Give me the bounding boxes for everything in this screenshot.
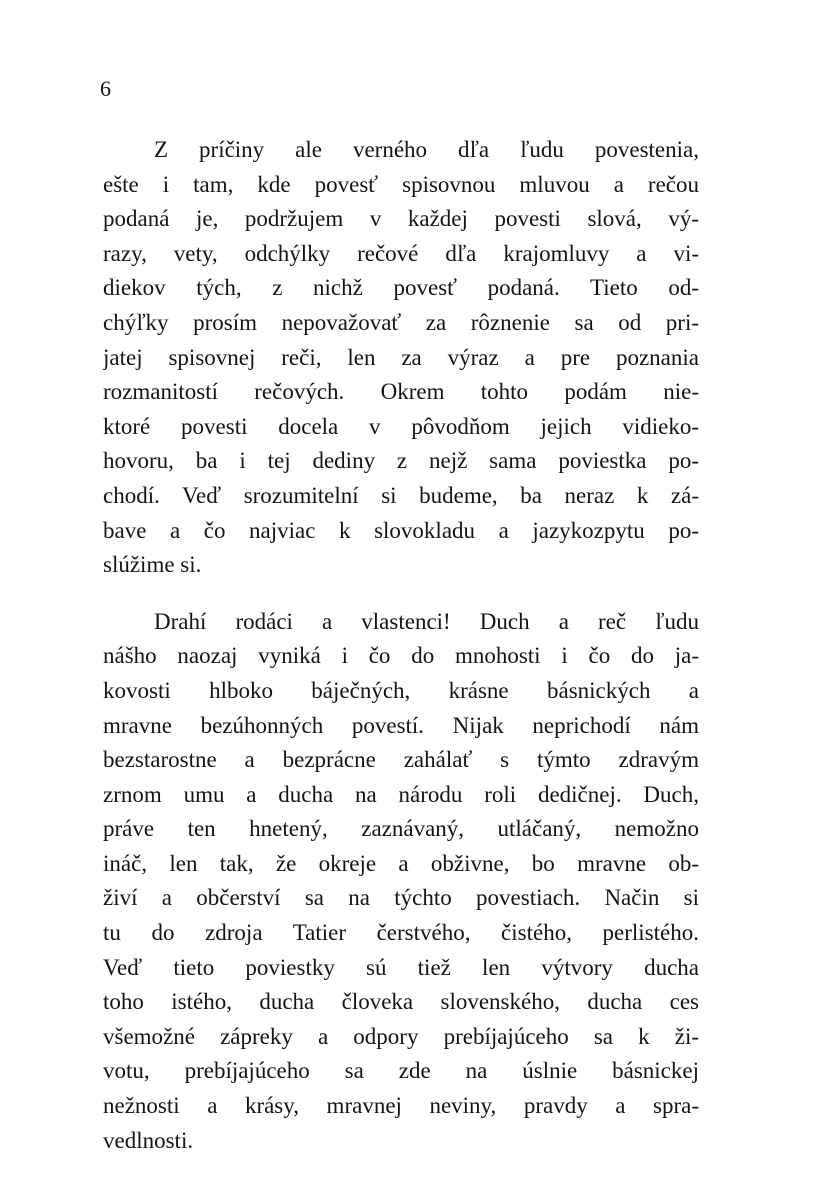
text-line: Veď tieto poviestky sú tiež len výtvory ducha bbox=[103, 954, 699, 980]
text-line: nášho naozaj vyniká i čo do mnohosti i čo do ja- bbox=[103, 643, 699, 669]
body-text bbox=[103, 133, 699, 1158]
text-line: bave a čo najviac k slovokladu a jazykozpytu po- bbox=[103, 517, 699, 543]
paragraph-1 bbox=[103, 133, 699, 583]
text-line: rozmanitostí rečových. Okrem tohto podám nie- bbox=[103, 379, 699, 405]
text-line: hovoru, ba i tej dediny z nejž sama poviestka po- bbox=[103, 448, 699, 474]
text-line: kovosti hlboko báječných, krásne básnických a bbox=[103, 677, 699, 703]
text-line: Drahí rodáci a vlastenci! Duch a reč ľudu bbox=[154, 608, 699, 634]
text-line: razy, vety, odchýlky rečové dľa krajomluvy a vi- bbox=[103, 240, 699, 266]
text-line: tu do zdroja Tatier čerstvého, čistého, perlistého. bbox=[103, 920, 699, 946]
text-line: živí a občerství sa na týchto povestiach. Način si bbox=[103, 885, 699, 911]
text-line: nežnosti a krásy, mravnej neviny, pravdy a spra- bbox=[103, 1093, 699, 1119]
page-number: 6 bbox=[100, 76, 111, 101]
text-line: práve ten hnetený, zaznávaný, utláčaný, nemožno bbox=[103, 816, 699, 842]
text-line: všemožné zápreky a odpory prebíjajúceho sa k ži- bbox=[103, 1023, 699, 1049]
paragraph-2 bbox=[103, 605, 699, 1159]
text-line: chýľky prosím nepovažovať za rôznenie sa od pri- bbox=[103, 309, 699, 335]
text-line: chodí. Veď srozumitelní si budeme, ba neraz k zá- bbox=[103, 482, 699, 508]
text-line: votu, prebíjajúceho sa zde na úslnie básnickej bbox=[103, 1058, 699, 1084]
text-line: ktoré povesti docela v pôvodňom jejich vidieko- bbox=[103, 413, 699, 439]
text-line: ináč, len tak, že okreje a obživne, bo mravne ob- bbox=[103, 850, 699, 876]
text-line: ešte i tam, kde povesť spisovnou mluvou a rečou bbox=[103, 171, 699, 197]
text-line: Z príčiny ale verného dľa ľudu povestenia, bbox=[154, 137, 699, 162]
text-line: mravne bezúhonných povestí. Nijak neprichodí nám bbox=[103, 712, 699, 738]
text-line: bezstarostne a bezprácne zahálať s týmto zdravým bbox=[103, 747, 699, 773]
text-line: vedlnosti. bbox=[103, 1127, 194, 1153]
text-line: zrnom umu a ducha na národu roli dedičnej. Duch, bbox=[103, 781, 699, 807]
text-line: toho istého, ducha človeka slovenského, ducha ces bbox=[103, 989, 699, 1015]
text-line: diekov tých, z nichž povesť podaná. Tieto od- bbox=[103, 275, 699, 301]
text-line: jatej spisovnej reči, len za výraz a pre poznania bbox=[103, 344, 699, 370]
text-line: podaná je, podržujem v každej povesti slová, vý- bbox=[103, 206, 699, 232]
text-line: slúžime si. bbox=[103, 552, 202, 578]
